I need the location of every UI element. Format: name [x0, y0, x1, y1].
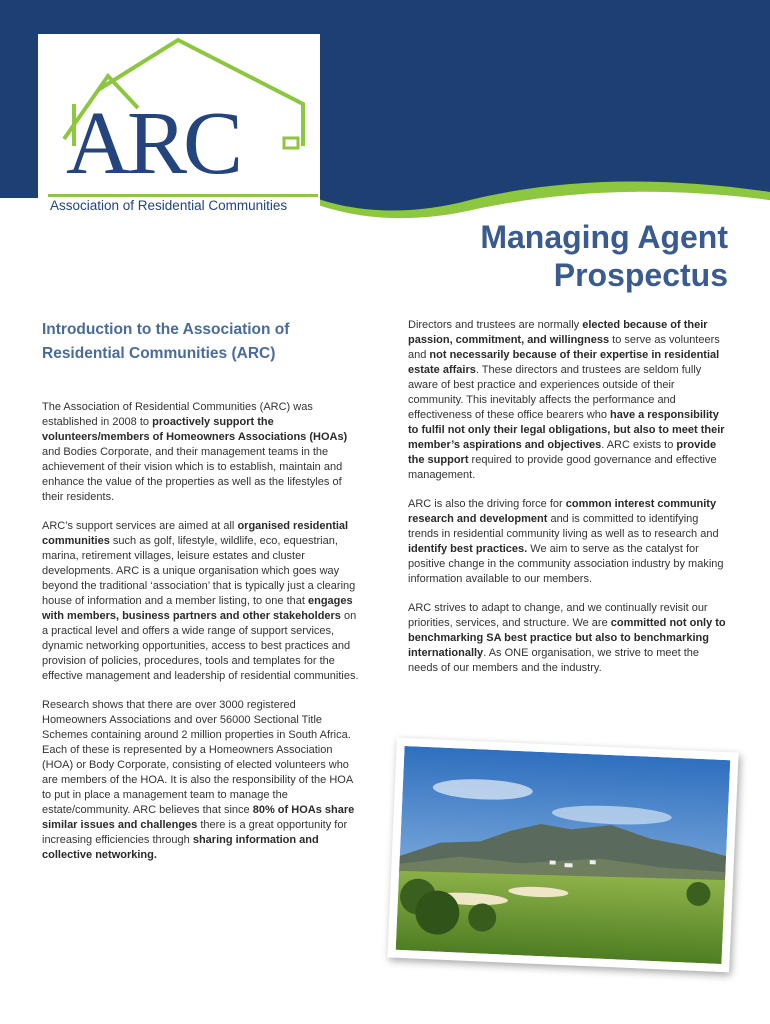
- text-run: such as golf, lifestyle, wildlife, eco, equestrian, marina, retirement villages, leisure estates and cluster developments. ARC is a unique organisation which goes way beyond the traditional ‘association’ that is typically just a clearing house of information and a member listing, to one that: [42, 535, 356, 607]
- text-run: . These directors and trustees are seldom fully aware of best practice and experiences outside of their community. This inevitably affects the performance and effectiveness of these office bearers who: [408, 364, 702, 421]
- logo-subtitle: Association of Residential Communities: [50, 198, 288, 213]
- text-run: The Association of Residential Communities (ARC) was established in 2008 to: [42, 401, 313, 428]
- bold-phrase: engages with members, business partners and other stakeholders: [42, 595, 353, 622]
- landscape-image: [396, 746, 731, 964]
- research-paragraph: [42, 698, 360, 863]
- text-run: there is a great opportunity for increasing efficiencies through: [42, 819, 348, 846]
- text-run: and Bodies Corporate, and their management teams in the achievement of their vision which is to establish, maintain and enhance the value of the properties as well as the lifestyles of their residents.: [42, 446, 343, 503]
- intro-paragraph: [42, 400, 360, 505]
- driving-force-paragraph: [408, 497, 728, 587]
- text-run: . ARC exists to: [601, 439, 677, 451]
- bold-phrase: not necessarily because of their expertise in residential estate affairs: [408, 349, 720, 376]
- bold-phrase: provide the support: [408, 439, 717, 466]
- text-run: and is committed to identifying trends in residential community living as well as to research and: [408, 513, 719, 540]
- bold-phrase: sharing information and collective networking.: [42, 834, 319, 861]
- title-line-2: Prospectus: [553, 257, 728, 293]
- bold-phrase: identify best practices.: [408, 543, 528, 555]
- logo-rule: [48, 194, 318, 197]
- arc-logo: [38, 34, 320, 221]
- logo-mark: ARC: [66, 94, 240, 193]
- title-line-1: Managing Agent: [480, 219, 728, 255]
- bold-phrase: common interest community research and development: [408, 498, 717, 525]
- text-run: on a practical level and offers a wide range of support services, dynamic networking opportunities, access to best practices and provision of policies, procedures, tools and templates for the effective management and leadership of residential communities.: [42, 610, 359, 682]
- left-column: [42, 318, 360, 877]
- text-run: We aim to serve as the catalyst for positive change in the community association industry by making information available to our members.: [408, 543, 724, 585]
- bold-phrase: proactively support the volunteers/members of Homeowners Associations (HOAs): [42, 416, 348, 443]
- text-run: Research shows that there are over 3000 registered Homeowners Associations and over 56000 Sectional Title Schemes containing around 2 million properties in South Africa. Each of these is represented by a Homeowners Association (HOA) or Body Corporate, consisting of elected volunteers who are members of the HOA. It is also the responsibility of the HOA to put in place a management team to manage the estate/community. ARC believes that since: [42, 699, 353, 816]
- bold-phrase: have a responsibility to fulfil not only their legal obligations, but also to meet their member’s aspirations and objectives: [408, 409, 725, 451]
- bold-phrase: elected because of their passion, commitment, and willingness: [408, 319, 708, 346]
- text-run: . As ONE organisation, we strive to meet the needs of our members and the industry.: [408, 647, 700, 674]
- text-run: ARC’s support services are aimed at all: [42, 520, 238, 532]
- text-run: ARC is also the driving force for: [408, 498, 566, 510]
- bold-phrase: organised residential communities: [42, 520, 349, 547]
- page-title: [308, 218, 728, 294]
- text-run: ARC strives to adapt to change, and we continually revisit our priorities, services, and structure. We are: [408, 602, 708, 629]
- bold-phrase: committed not only to benchmarking SA best practice but also to benchmarking internationally: [408, 617, 726, 659]
- intro-heading: Introduction to the Association of Residential Communities (ARC): [42, 321, 290, 362]
- golf-estate-photo: [387, 738, 738, 973]
- text-run: required to provide good governance and effective management.: [408, 454, 717, 481]
- text-run: Directors and trustees are normally: [408, 319, 583, 331]
- directors-paragraph: [408, 318, 728, 483]
- text-run: to serve as volunteers and: [408, 334, 720, 361]
- right-column: [408, 318, 728, 690]
- strives-paragraph: [408, 601, 728, 676]
- services-paragraph: [42, 519, 360, 684]
- bold-phrase: 80% of HOAs share similar issues and challenges: [42, 804, 355, 831]
